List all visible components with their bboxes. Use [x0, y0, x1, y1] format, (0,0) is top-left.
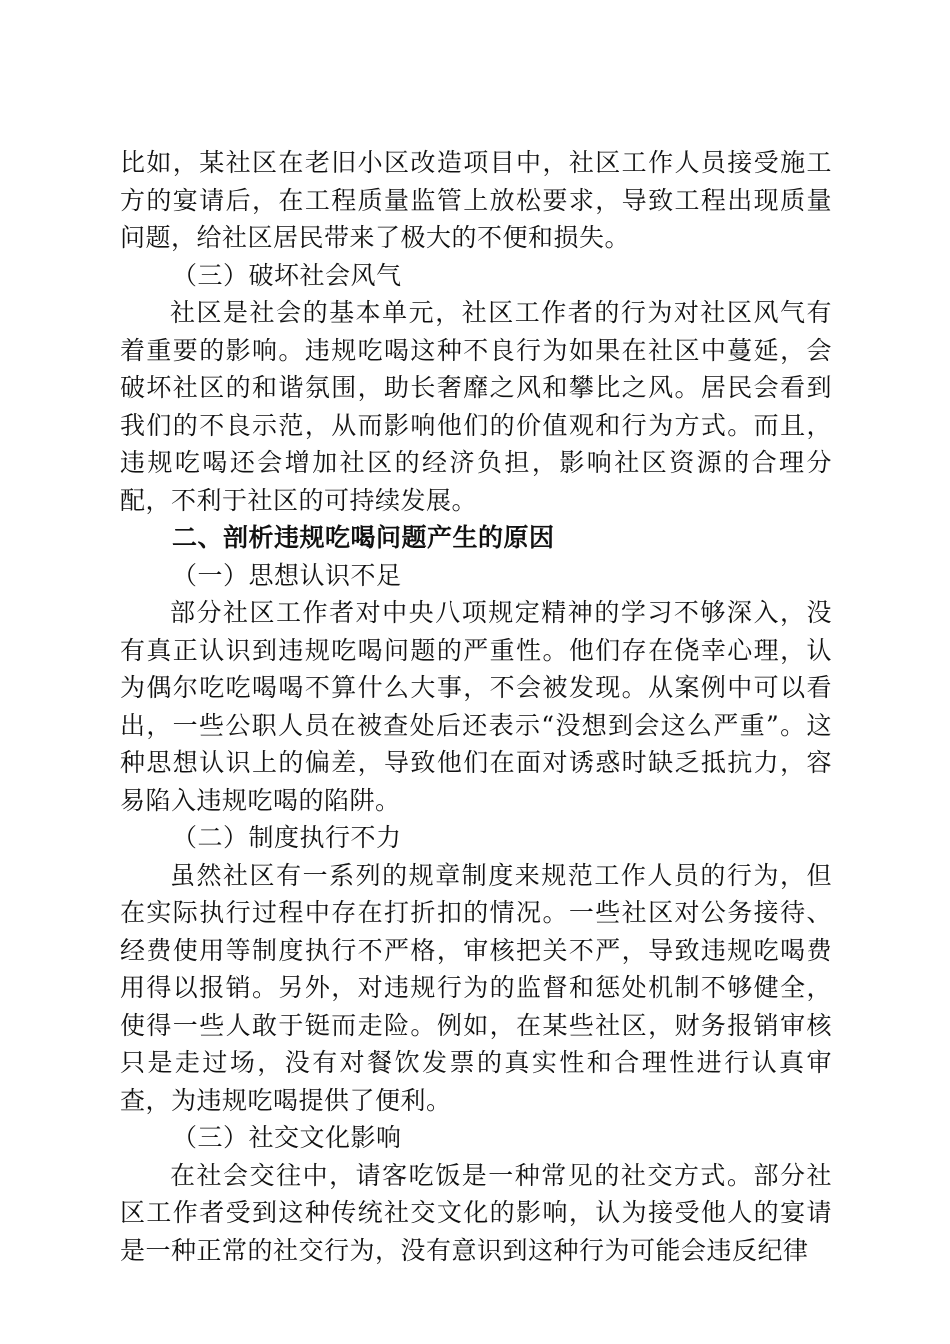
subheading-insufficient-awareness: （一）思想认识不足	[172, 560, 402, 590]
subheading-social-culture: （三）社交文化影响	[172, 1123, 402, 1152]
subheading-destroy-social-atmosphere: （三）破坏社会风气	[172, 260, 402, 290]
body-paragraph: 虽然社区有一系列的规章制度来规范工作人员的行为，但在实际执行过程中存在打折扣的情况。一些社区对公务接待、经费使用等制度执行不严格，审核把关不严，导致违规吃喝费用得以报销。另外，对违规行为的监督和惩处机制不够健全，使得一些人敢于铤而走险。例如，在某些社区，财务报销审核只是走过场，没有对餐饮发票的真实性和合理性进行认真审查，为违规吃喝提供了便利。	[120, 860, 832, 1115]
body-paragraph-continued: 比如，某社区在老旧小区改造项目中，社区工作人员接受施工方的宴请后，在工程质量监管上放松要求，导致工程出现质量问题，给社区居民带来了极大的不便和损失。	[120, 148, 832, 252]
body-paragraph: 在社会交往中，请客吃饭是一种常见的社交方式。部分社区工作者受到这种传统社交文化的影响，认为接受他人的宴请是一种正常的社交行为，没有意识到这种行为可能会违反纪律	[120, 1160, 832, 1265]
body-paragraph: 部分社区工作者对中央八项规定精神的学习不够深入，没有真正认识到违规吃喝问题的严重性。他们存在侥幸心理，认为偶尔吃吃喝喝不算什么大事，不会被发现。从案例中可以看出，一些公职人员在被查处后还表示“没想到会这么严重”。这种思想认识上的偏差，导致他们在面对诱惑时缺乏抵抗力，容易陷入违规吃喝的陷阱。	[120, 598, 832, 815]
document-body	[120, 144, 832, 1269]
section-heading-causes: 二、剖析违规吃喝问题产生的原因	[172, 523, 555, 552]
subheading-weak-enforcement: （二）制度执行不力	[172, 823, 402, 852]
body-paragraph: 社区是社会的基本单元，社区工作者的行为对社区风气有着重要的影响。违规吃喝这种不良行为如果在社区中蔓延，会破坏社区的和谐氛围，助长奢靡之风和攀比之风。居民会看到我们的不良示范，从而影响他们的价值观和行为方式。而且，违规吃喝还会增加社区的经济负担，影响社区资源的合理分配，不利于社区的可持续发展。	[120, 298, 832, 515]
